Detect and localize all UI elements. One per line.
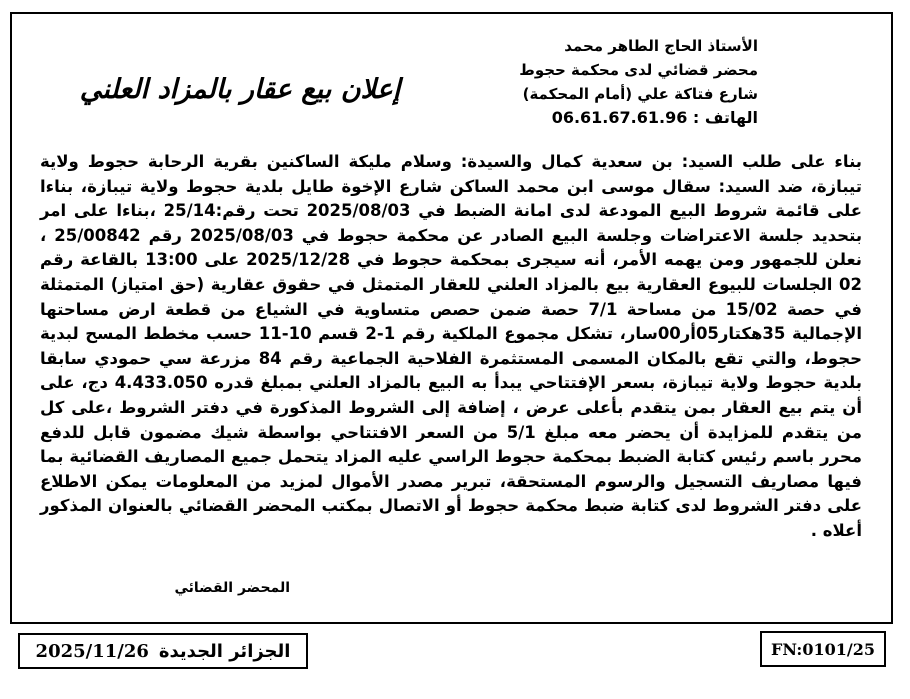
bailiff-address: شارع فتاكة علي (أمام المحكمة) [522, 85, 758, 103]
announcement-heading: إعلان بيع عقار بالمزاد العلني [79, 74, 401, 105]
announcement-body [40, 150, 862, 544]
publication-date: 2025/11/26 [35, 640, 149, 662]
bailiff-info [428, 34, 758, 130]
bailiff-phone-line [428, 106, 758, 130]
bailiff-name: الأستاذ الحاج الطاهر محمد [564, 37, 758, 55]
fn-number: FN:0101/25 [771, 639, 875, 659]
newspaper-name: الجزائر الجديدة [158, 640, 291, 662]
announcement-body-text: بناء على طلب السيد: بن سعدية كمال والسيدة: وسلام مليكة الساكنين بقرية الرحابة حجوط ولاية تيبازة، ضد السيد: سقال موسى ابن محمد الساكن شارع الإخوة طايل بلدية حجوط ولاية تيبازة، بناءا على قائمة شروط البيع المودعة لدى امانة الضبط في 2025/08/03 تحت رقم:25/14 ،بناءا على امر بتحديد جلسة الاعتراضات وجلسة البيع الصادر عن محكمة حجوط في 2025/08/03 رقم 25/00842 ، نعلن للجمهور ومن يهمه الأمر، أنه سيجرى بمحكمة حجوط في 2025/12/28 على 13:00 بالقاعة رقم 02 الجلسات للبيوع العقارية بيع بالمزاد العلني للعقار المتمثل في حقوق عقارية (حق امتياز) المتمثلة في حصة 15/02 من مساحة 7/1 حصة ضمن حصص متساوية في الشياع من قطعة ارض مساحتها الإجمالية 35هكتار05أر00سار، تشكل مجموع الملكية رقم 1-2 قسم 10-11 حسب مخطط المسح لبدية حجوط، والتي تقع بالمكان المسمى المستثمرة الفلاحية الجماعية رقم 84 مزرعة سي حمودي سابقا بلدية حجوط ولاية تيبازة، بسعر الإفتتاحي يبدأ به البيع بالمزاد العلني بمبلغ قدره 4.433.050 دج، على أن يتم بيع العقار بمن يتقدم بأعلى عرض ، إضافة إلى الشروط المذكورة في دفتر الشروط ،على كل من يتقدم للمزايدة أن يحضر معه مبلغ 5/1 من السعر الافتتاحي بواسطة شيك مضمون قابل للدفع محرر باسم رئيس كتابة الضبط بمحكمة حجوط الراسي عليه المزاد يتحمل جميع المصاريف القضائية بما فيها مصاريف التسجيل والرسوم المستحقة، تبرير مصدر الأموال لمزيد من المعلومات يمكن الاطلاع على دفتر الشروط لدى كتابة ضبط محكمة حجوط أو الاتصال بمكتب المحضر القضائي بالعنوان المذكور أعلاه . [40, 152, 863, 540]
bailiff-title: محضر قضائي لدى محكمة حجوط [519, 61, 758, 79]
newspaper-box [18, 633, 308, 669]
signature: المحضر القضائي [174, 580, 290, 596]
phone-label: الهاتف : [692, 108, 758, 127]
fn-box [760, 631, 886, 667]
phone-number: 06.61.67.61.96 [551, 108, 688, 127]
